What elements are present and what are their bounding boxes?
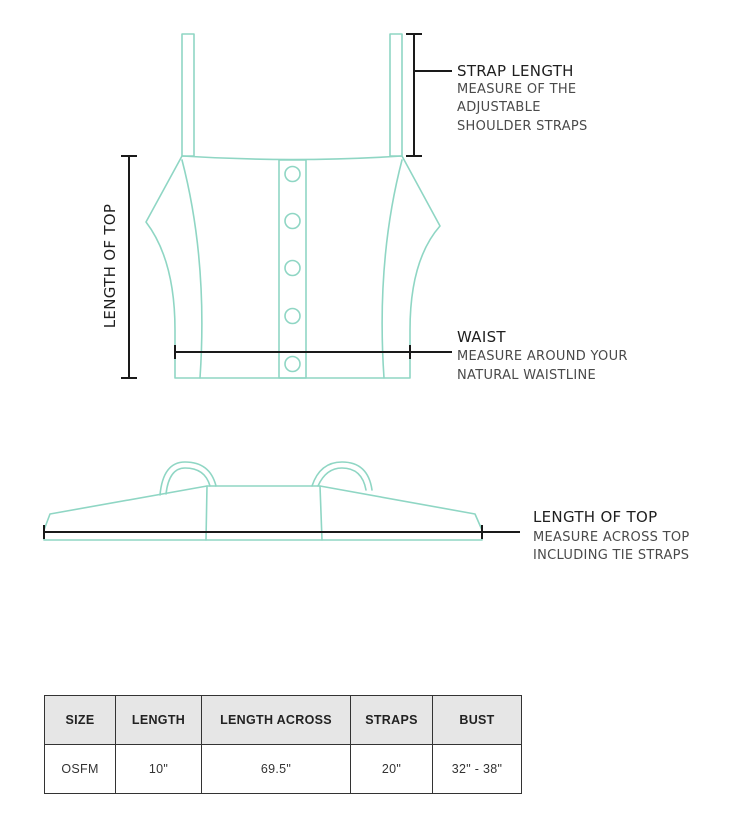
- header-size: SIZE: [45, 696, 116, 745]
- cell-length: 10": [116, 745, 202, 794]
- waist-title: WAIST: [457, 328, 506, 346]
- buttons: [285, 167, 300, 372]
- header-length-across: LENGTH ACROSS: [202, 696, 351, 745]
- button: [285, 214, 300, 229]
- strap-length-desc-3: SHOULDER STRAPS: [457, 119, 588, 134]
- strap-length-title: STRAP LENGTH: [457, 62, 574, 80]
- header-length: LENGTH: [116, 696, 202, 745]
- waist-desc-1: MEASURE AROUND YOUR: [457, 349, 628, 364]
- button-placket: [279, 160, 306, 378]
- length-across-desc-1: MEASURE ACROSS TOP: [533, 530, 690, 545]
- waist-measure: [175, 345, 452, 359]
- length-of-top-vertical-label: LENGTH OF TOP: [101, 203, 119, 329]
- size-table-header-row: [45, 696, 522, 745]
- button: [285, 167, 300, 182]
- strap-length-measure: [406, 34, 452, 156]
- header-bust: BUST: [433, 696, 522, 745]
- strap-length-desc-2: ADJUSTABLE: [457, 100, 541, 115]
- crop-top-front-view: [146, 34, 440, 378]
- length-across-measure: [44, 525, 520, 539]
- right-side-seam: [382, 160, 402, 378]
- left-strap: [182, 34, 194, 156]
- length-of-top-vertical-measure: [121, 156, 137, 378]
- strap-length-desc-1: MEASURE OF THE: [457, 82, 577, 97]
- length-across-title: LENGTH OF TOP: [533, 508, 658, 526]
- crop-top-flat-view: [44, 462, 482, 540]
- button: [285, 309, 300, 324]
- button: [285, 357, 300, 372]
- size-chart-table: [44, 695, 522, 794]
- cell-bust: 32" - 38": [433, 745, 522, 794]
- button: [285, 261, 300, 276]
- table-row: [45, 745, 522, 794]
- length-across-desc-2: INCLUDING TIE STRAPS: [533, 548, 690, 563]
- cell-length-across: 69.5": [202, 745, 351, 794]
- header-straps: STRAPS: [351, 696, 433, 745]
- cell-size: OSFM: [45, 745, 116, 794]
- right-strap: [390, 34, 402, 156]
- cell-straps: 20": [351, 745, 433, 794]
- waist-desc-2: NATURAL WAISTLINE: [457, 368, 597, 383]
- left-side-seam: [182, 160, 202, 378]
